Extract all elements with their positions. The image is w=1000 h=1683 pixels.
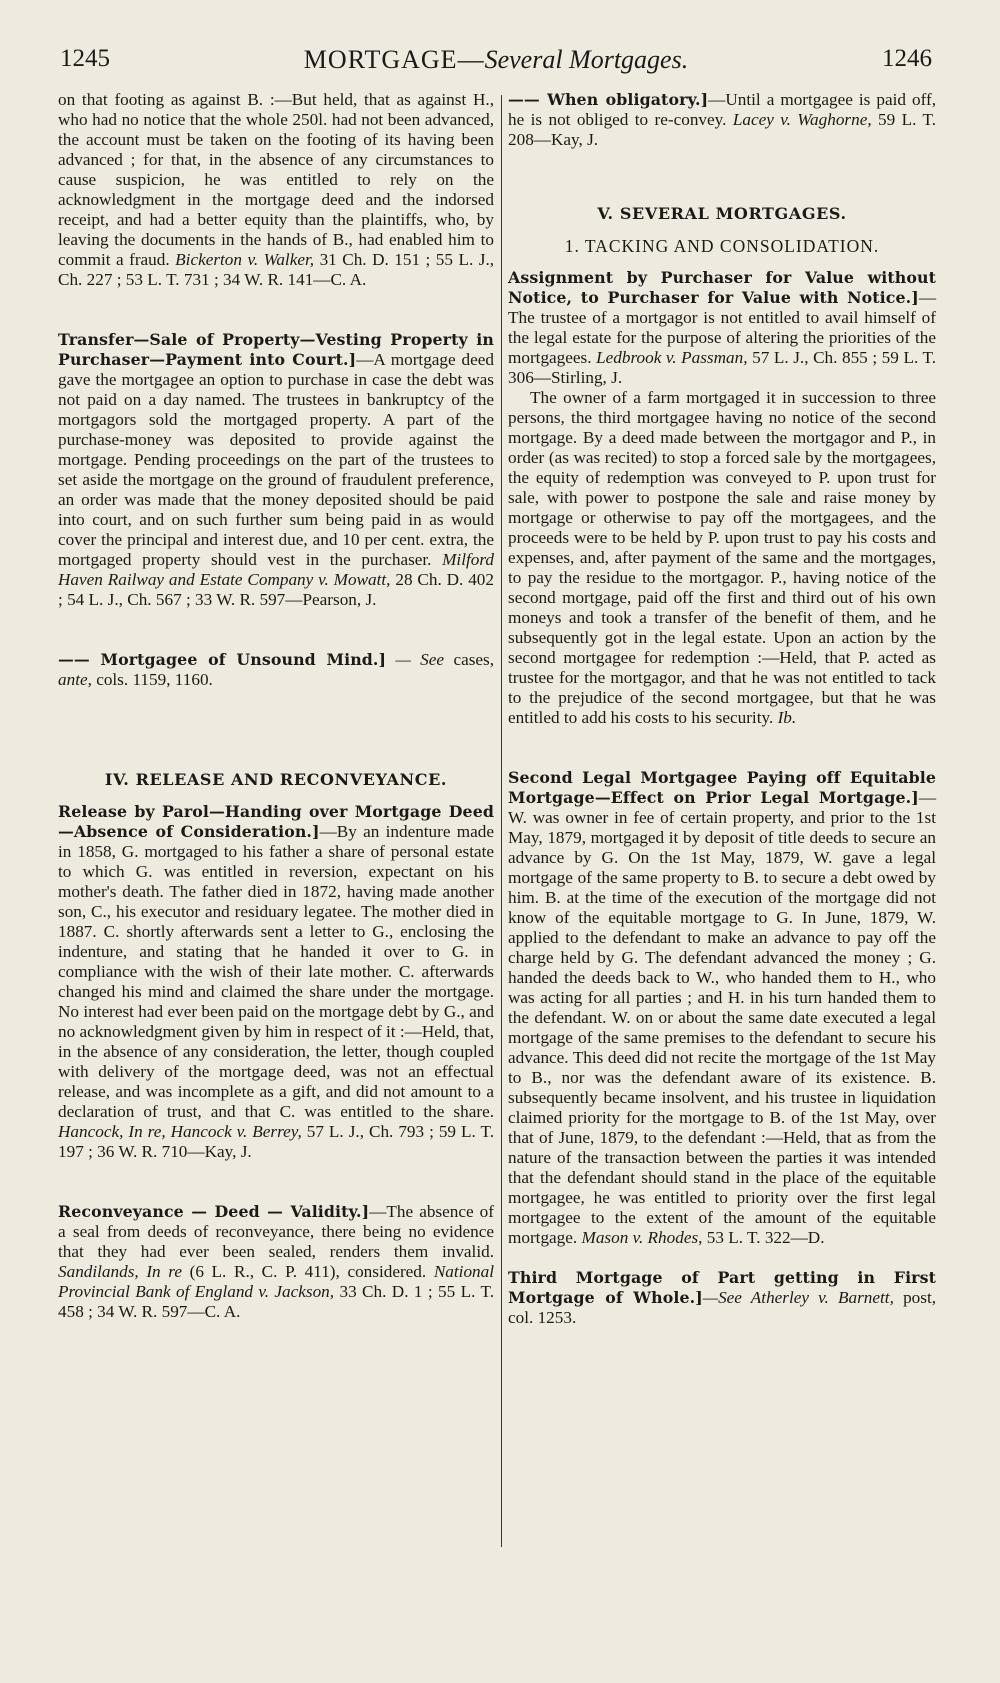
citation: 59 L. T. 208—Kay, J. bbox=[508, 110, 937, 149]
subsection-heading: 1. TACKING AND CONSOLIDATION. bbox=[564, 236, 880, 256]
case-name: Bickerton v. Walker, bbox=[175, 250, 315, 269]
entry-unsound-mind: —— Mortgagee of Unsound Mind.] — See cases, ante, cols. 1159, 1160. bbox=[58, 650, 494, 689]
page-number-right: 1246 bbox=[882, 45, 932, 72]
entry-heading: Release by Parol—Handing over Mortgage Deed—Absence of Consideration.] bbox=[58, 802, 494, 841]
entry-heading: Assignment by Purchaser for Value without Notice, to Purchaser for Value with Notice.] bbox=[508, 268, 936, 307]
section-heading-v: V. SEVERAL MORTGAGES. bbox=[597, 204, 847, 223]
citation: 28 Ch. D. 402 ; 54 L. J., Ch. 567 ; 33 W. R. 597—Pearson, J. bbox=[58, 570, 494, 609]
citation: 57 L. J., Ch. 855 ; 59 L. T. 306—Stirling, J. bbox=[508, 348, 937, 387]
entry-heading: Second Legal Mortgagee Paying off Equitable Mortgage—Effect on Prior Legal Mortgage.] bbox=[508, 768, 936, 807]
citation: 53 L. T. 322—D. bbox=[706, 1228, 825, 1247]
entry-heading: —— Mortgagee of Unsound Mind.] bbox=[58, 650, 387, 669]
case-name: National Provincial Bank of England v. Jackson, bbox=[58, 1262, 495, 1301]
case-name: Hancock, In re, Hancock v. Berrey, bbox=[58, 1122, 302, 1141]
case-name: Ledbrook v. Passman, bbox=[596, 348, 748, 367]
entry-heading: Reconveyance — Deed — Validity.] bbox=[58, 1202, 370, 1221]
entry-heading: Third Mortgage of Part getting in First Mortgage of Whole.] bbox=[508, 1268, 936, 1307]
entry-heading: Transfer—Sale of Property—Vesting Property in Purchaser—Payment into Court.] bbox=[58, 330, 494, 369]
right-column bbox=[508, 90, 936, 1328]
see-reference: —See Atherley v. Barnett, bbox=[702, 1288, 894, 1307]
entry-bickerton: on that footing as against B. :—But held, that as against H., who had no notice that the whole 250l. had not been advanced, the account must be taken on the footing of its having been advanced ; for that, in the absence of any circumstances to cause suspicion, he was entitled to rely on the acknowledgment in the mortgage deed and the indorsed receipt, and had a better equity than the plaintiffs, who, by leaving the documents in the hands of B., had enabled him to commit a fraud. Bickerton v. Walker, 31 Ch. D. 151 ; 55 L. J., Ch. 227 ; 53 L. T. 731 ; 34 W. R. 141—C. A. bbox=[58, 90, 495, 289]
case-name: Mason v. Rhodes, bbox=[581, 1228, 703, 1247]
entry-transfer-sale: Transfer—Sale of Property—Vesting Property in Purchaser—Payment into Court.]—A mortgage deed gave the mortgagee an option to purchase in case the debt was not paid on a day named. The trustees in bankruptcy of the mortgagors sold the mortgaged property. A part of the purchase-money was deposited to provide against the mortgage. Pending proceedings on the part of the trustees to set aside the mortgage on the ground of fraudulent preference, an order was made that the money deposited should be paid into court, and on such further sum being paid in as would cover the principal and interest due, and 10 per cent. extra, the mortgaged property should vest in the purchaser. Milford Haven Railway and Estate Company v. Mowatt, 28 Ch. D. 402 ; 54 L. J., Ch. 567 ; 33 W. R. 597—Pearson, J. bbox=[58, 330, 494, 609]
entry-third-mortgage bbox=[508, 1268, 936, 1328]
entry-assignment-purchaser: Assignment by Purchaser for Value without Notice, to Purchaser for Value with Notice.]—The trustee of a mortgagor is not entitled to avail himself of the legal estate for the purpose of altering the priorities of the mortgagees. Ledbrook v. Passman, 57 L. J., Ch. 855 ; 59 L. T. 306—Stirling, J. bbox=[508, 268, 937, 387]
citation: 57 L. J., Ch. 793 ; 59 L. T. 197 ; 36 W. R. 710—Kay, J. bbox=[58, 1122, 494, 1161]
page-header bbox=[58, 45, 934, 85]
entry-second-legal-mortgagee: Second Legal Mortgagee Paying off Equitable Mortgage—Effect on Prior Legal Mortgage.]—W. was owner in fee of certain property, and prior to the 1st May, 1879, mortgaged it by deposit of title deeds to secure an advance by G. On the 1st May, 1879, W. gave a legal mortgage of the same property to B. to secure a debt owed by him. B. at the time of the execution of the mortgage did not know of the equitable mortgage to G. In June, 1879, W. applied to the defendant to make an advance to pay off the charge held by G. The defendant advanced the money ; G. handed the deeds back to W., who handed them to H., who was acting for all parties ; and H. in his turn handed them to the defendant. W. on or about the same date executed a legal mortgage of the same premises to the defendant to secure his advance. This deed did not recite the mortgage of the 1st May to B., nor was the defendant aware of its existence. B. subsequently became insolvent, and his trustee in liquidation claimed priority for the mortgage to B. of the 1st May, over that of June, 1879, to the defendant :—Held, that as from the nature of the transaction between the parties it was intended that the defendant should stand in the place of the equitable mortgagee, he was entitled to priority over the first legal mortgagee to the extent of the amount of the equitable mortgage. Mason v. Rhodes, 53 L. T. 322—D. bbox=[508, 768, 936, 1247]
citation: 31 Ch. D. 151 ; 55 L. J., Ch. 227 ; 53 L. T. 731 ; 34 W. R. 141—C. A. bbox=[58, 250, 495, 289]
case-name: Milford Haven Railway and Estate Company v. Mowatt, bbox=[58, 550, 494, 589]
case-name: Sandilands, In re bbox=[58, 1262, 182, 1281]
entry-heading: —— When obligatory.] bbox=[508, 90, 709, 109]
citation: post, col. 1253. bbox=[508, 1288, 937, 1327]
ibid-reference: Ib. bbox=[777, 708, 797, 727]
case-name: Lacey v. Waghorne, bbox=[732, 110, 872, 129]
entry-reconveyance-deed: Reconveyance — Deed — Validity.]—The absence of a seal from deeds of reconveyance, there being no evidence that they had ever been sealed, renders them invalid. Sandilands, In re (6 L. R., C. P. 411), considered. National Provincial Bank of England v. Jackson, 33 Ch. D. 1 ; 55 L. T. 458 ; 34 W. R. 597—C. A. bbox=[58, 1202, 495, 1321]
entry-when-obligatory: —— When obligatory.]—Until a mortgagee is paid off, he is not obliged to re-convey. Lacey v. Waghorne, 59 L. T. 208—Kay, J. bbox=[508, 90, 937, 149]
entry-farm-mortgage: The owner of a farm mortgaged it in succession to three persons, the third mortgagee having no notice of the second mortgage. By a deed made between the mortgagor and P., in order (as was recited) to stop a forced sale by the mortgagees, the equity of redemption was conveyed to P. upon trust for sale, with power to postpone the sale and raise money by mortgage or otherwise to pay off the mortgagees, and the proceeds were to be held by P. upon trust to pay his costs and expenses, and, after payment of the same and the mortgages, to pay the residue to the mortgagor. P., having notice of the second mortgage, paid off the first and third out of his own moneys and took a transfer of the benefit of them, and he subsequently got in the legal estate. Upon an action by the second mortgagee for redemption :—Held, that P. acted as trustee for the mortgagor, and that he was not entitled to tack to the prejudice of the second mortgagee, but that he was entitled to add his costs to his security. Ib. bbox=[508, 388, 936, 727]
page-number-left: 1245 bbox=[60, 45, 110, 72]
citation: 33 Ch. D. 1 ; 55 L. T. 458 ; 34 W. R. 597—C. A. bbox=[58, 1282, 494, 1321]
left-column bbox=[58, 90, 494, 1322]
running-title bbox=[58, 45, 934, 75]
running-title-italic: Several Mortgages. bbox=[484, 45, 689, 74]
see-reference: — See bbox=[395, 650, 445, 669]
column-divider bbox=[501, 95, 502, 1547]
section-heading-iv: IV. RELEASE AND RECONVEYANCE. bbox=[104, 770, 448, 789]
running-title-main: MORTGAGE— bbox=[303, 45, 485, 74]
entry-release-parol: Release by Parol—Handing over Mortgage Deed—Absence of Consideration.]—By an indenture made in 1858, G. mortgaged to his father a share of personal estate to which G. was entitled in reversion, expectant on his mother's death. The father died in 1872, having made another son, C., his executor and residuary legatee. The mother died in 1887. C. shortly afterwards sent a letter to G., enclosing the indenture, and stating that he handed it over to G. in compliance with the wish of their late mother. C. afterwards changed his mind and claimed the share under the mortgage. No interest had ever been paid on the mortgage debt by G., and no acknowledgment given by him in respect of it :—Held, that, in the absence of any consideration, the letter, though coupled with delivery of the mortgage deed, was not an effectual release, and was incomplete as a gift, and did not amount to a declaration of trust, and that C. was entitled to the share. Hancock, In re, Hancock v. Berrey, 57 L. J., Ch. 793 ; 59 L. T. 197 ; 36 W. R. 710—Kay, J. bbox=[58, 802, 494, 1161]
